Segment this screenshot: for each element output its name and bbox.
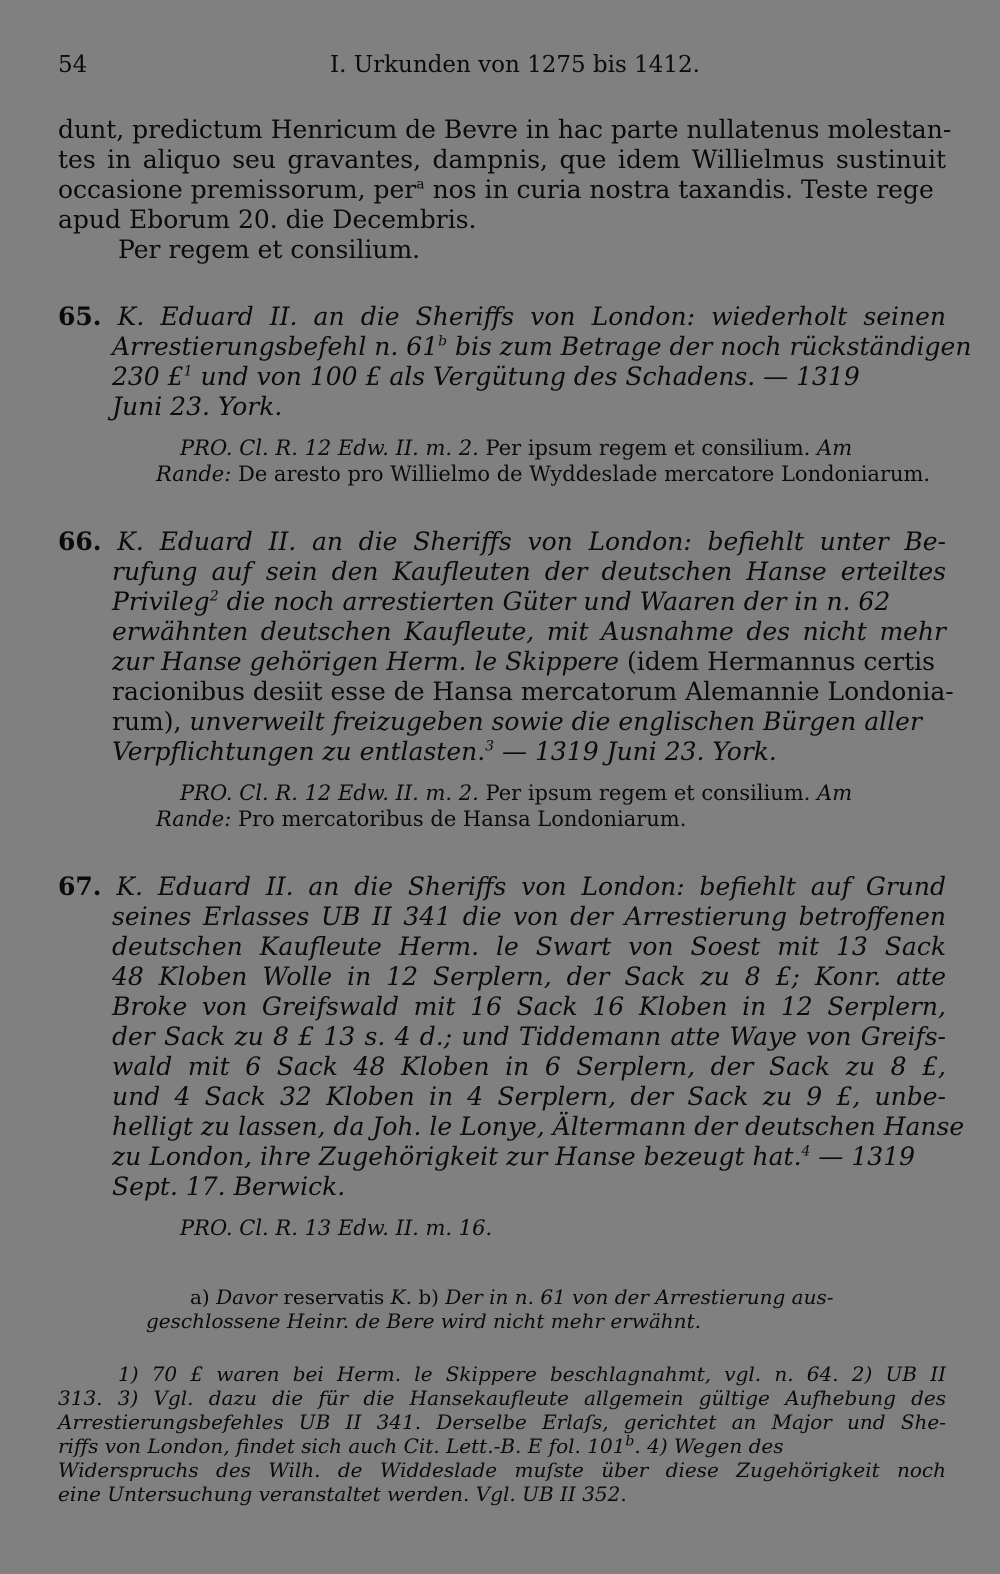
text-line: 230 £$^1$ und von 100 £ als Vergütung des Schadens. — 1319 [112,362,860,391]
source-citation: PRO. Cl. R. 12 Edw. II. m. 2. Per ipsum regem et consilium. Am [180,436,853,460]
text-line: tes in aliquo seu gravantes, dampnis, que idem Willielmus sustinuit [58,145,946,174]
note-line: 1) 70 £ waren bei Herm. le Skippere beschlagnahmt, vgl. n. 64. 2) UB II [118,1362,946,1386]
entry-number: 67. [58,872,102,901]
text-line: 48 Kloben Wolle in 12 Serplern, der Sack zu 8 £; Konr. atte [112,962,946,991]
note-line: eine Untersuchung veranstaltet werden. Vgl. UB II 352. [58,1482,627,1506]
text-line: und 4 Sack 32 Kloben in 4 Serplern, der Sack zu 9 £, unbe- [112,1082,946,1111]
margin-note: Rande: Pro mercatoribus de Hansa Londoniarum. [156,807,687,831]
note-line: riffs von London, findet sich auch Cit. Lett.-B. E fol. 101$^b$. 4) Wegen des [58,1433,784,1458]
text-line: Privileg$^2$ die noch arrestierten Güter und Waaren der in n. 62 [112,587,891,616]
source-citation: PRO. Cl. R. 12 Edw. II. m. 2. Per ipsum regem et consilium. Am [180,781,853,805]
entry-heading: 65. K. Eduard II. an die Sheriffs von London: wiederholt seinen [58,302,946,331]
closing-formula: Per regem et consilium. [118,235,421,264]
text-line: helligt zu lassen, da Joh. le Lonye, Ältermann der deutschen Hanse [112,1112,965,1141]
note-line: Widerspruchs des Wilh. de Widdeslade muſste über diese Zugehörigkeit noch [58,1458,946,1482]
note-a-line: a) Davor reservatis K. b) Der in n. 61 von der Arrestierung aus- [190,1285,834,1309]
text-line: zur Hanse gehörigen Herm. le Skippere (idem Hermannus certis [112,647,936,676]
text-line: rufung auf sein den Kaufleuten der deutschen Hanse erteiltes [112,557,946,586]
text-line: deutschen Kaufleute Herm. le Swart von Soest mit 13 Sack [112,932,946,961]
page-header [58,50,946,86]
entry-number: 66. [58,527,102,556]
text-line: Broke von Greifswald mit 16 Sack 16 Kloben in 12 Serplern, [112,992,946,1021]
source-citation: PRO. Cl. R. 13 Edw. II. m. 16. [180,1216,493,1240]
text-line: occasione premissorum, per$^a$ nos in curia nostra taxandis. Teste rege [58,175,934,204]
text-line: apud Eborum 20. die Decembris. [58,205,477,234]
text-line: erwähnten deutschen Kaufleute, mit Ausnahme des nicht mehr [112,617,946,646]
entry-heading: 67. K. Eduard II. an die Sheriffs von London: befiehlt auf Grund [58,872,946,901]
text-line: der Sack zu 8 £ 13 s. 4 d.; und Tiddemann atte Waye von Greifs- [112,1022,946,1051]
text-line: racionibus desiit esse de Hansa mercatorum Alemannie Londonia- [112,677,954,706]
page-number: 54 [58,52,88,78]
footnote-mark: a [416,176,425,193]
entry-number: 65. [58,302,102,331]
text-line: zu London, ihre Zugehörigkeit zur Hanse bezeugt hat.$^4$ — 1319 [112,1142,915,1171]
note-line: Arrestierungsbefehles UB II 341. Derselbe Erlaſs, gerichtet an Major und She- [58,1410,946,1434]
text-line: Arrestierungsbefehl n. 61$^b$ bis zum Betrage der noch rückständigen [112,332,972,361]
text-line: dunt, predictum Henricum de Bevre in hac parte nullatenus molestan- [58,115,952,144]
text-line: Juni 23. York. [112,392,283,421]
note-b-line: geschlossene Heinr. de Bere wird nicht mehr erwähnt. [146,1309,701,1333]
text-line: wald mit 6 Sack 48 Kloben in 6 Serplern, der Sack zu 8 £, [112,1052,946,1081]
text-line: Sept. 17. Berwick. [112,1172,346,1201]
running-title: I. Urkunden von 1275 bis 1412. [330,52,700,78]
text-line: Verpflichtungen zu entlasten.$^3$ — 1319 Juni 23. York. [112,737,777,766]
entry-heading: 66. K. Eduard II. an die Sheriffs von London: befiehlt unter Be- [58,527,946,556]
text-line: seines Erlasses UB II 341 die von der Arrestierung betroffenen [112,902,946,931]
margin-note: Rande: De aresto pro Willielmo de Wyddeslade mercatore Londoniarum. [156,462,931,486]
text-line: rum), unverweilt freizugeben sowie die englischen Bürgen aller [112,707,922,736]
note-line: 313. 3) Vgl. dazu die für die Hansekaufleute allgemein gültige Aufhebung des [58,1386,946,1410]
